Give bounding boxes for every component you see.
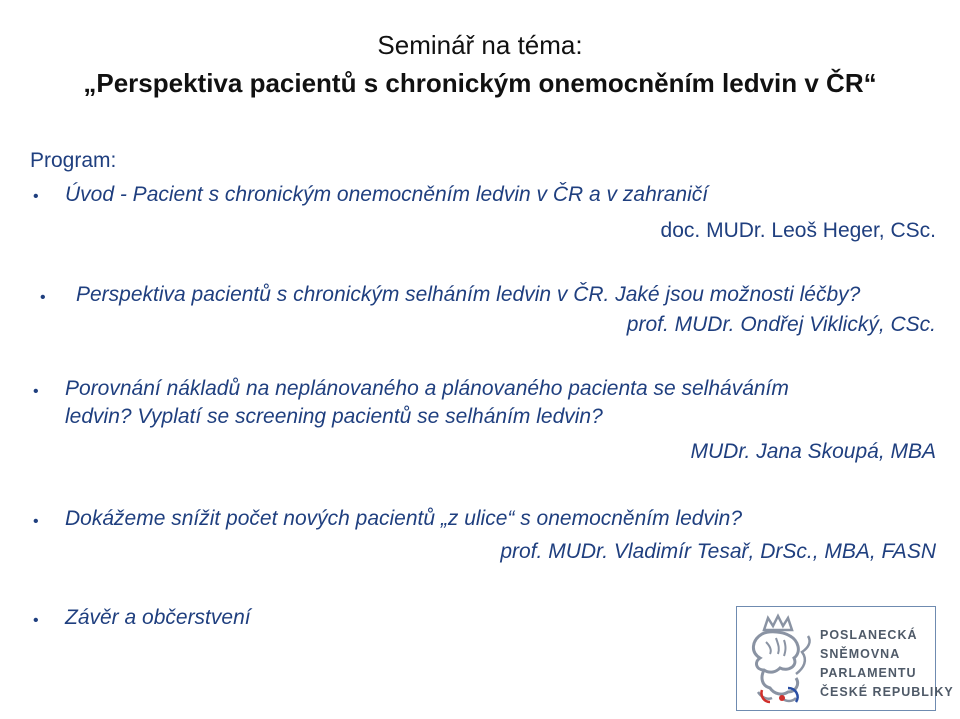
program-item-1-speaker: doc. MUDr. Leoš Heger, CSc. bbox=[660, 219, 936, 242]
program-item-3-speaker: MUDr. Jana Skoupá, MBA bbox=[690, 440, 936, 463]
program-item-1-topic: Úvod - Pacient s chronickým onemocněním ledvin v ČR a v zahraničí bbox=[65, 183, 709, 206]
program-item-5-topic: Závěr a občerstvení bbox=[65, 606, 251, 629]
seminar-subtitle: Seminář na téma: bbox=[377, 30, 583, 60]
logo-line: SNĚMOVNA bbox=[820, 647, 901, 661]
bullet-icon: • bbox=[33, 513, 39, 530]
program-item-3-topic-line-2: ledvin? Vyplatí se screening pacientů se selháním ledvin? bbox=[65, 405, 603, 428]
program-item-4-speaker: prof. MUDr. Vladimír Tesař, DrSc., MBA, FASN bbox=[500, 540, 936, 563]
seminar-title: „Perspektiva pacientů s chronickým onemocněním ledvin v ČR“ bbox=[83, 68, 877, 98]
logo-line: PARLAMENTU bbox=[820, 666, 917, 680]
parliament-logo-text bbox=[820, 626, 954, 702]
bullet-icon: • bbox=[40, 289, 46, 306]
program-item-4-topic: Dokážeme snížit počet nových pacientů „z ulice“ s onemocněním ledvin? bbox=[65, 507, 743, 530]
logo-line: ČESKÉ REPUBLIKY bbox=[820, 685, 954, 699]
program-item-3-topic-line-1: Porovnání nákladů na neplánovaného a plánovaného pacienta se selháváním bbox=[65, 377, 789, 400]
program-label: Program: bbox=[30, 149, 117, 172]
bullet-icon: • bbox=[33, 188, 39, 205]
program-item-2-topic: Perspektiva pacientů s chronickým selháním ledvin v ČR. Jaké jsou možnosti léčby? bbox=[76, 283, 861, 306]
logo-line: POSLANECKÁ bbox=[820, 628, 918, 642]
bullet-icon: • bbox=[33, 612, 39, 629]
czech-lion-icon bbox=[742, 612, 818, 707]
bullet-icon: • bbox=[33, 383, 39, 400]
program-item-2-speaker: prof. MUDr. Ondřej Viklický, CSc. bbox=[626, 313, 936, 336]
